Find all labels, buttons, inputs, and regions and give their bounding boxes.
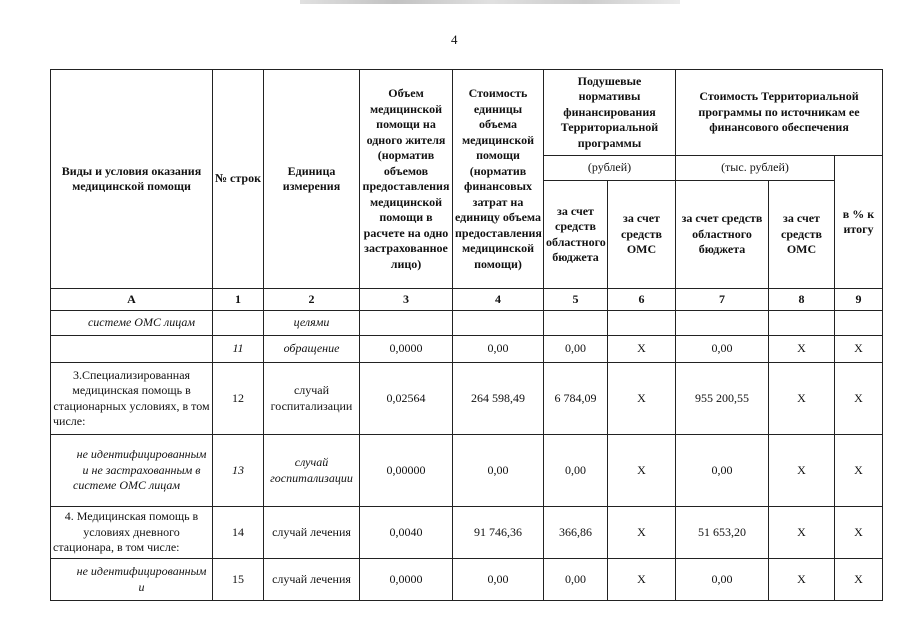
header-unit-rubles: (рублей): [544, 156, 676, 181]
table-row: [51, 311, 883, 336]
row-col9: [835, 311, 883, 336]
row-volume: [360, 311, 453, 336]
row-col8: Х: [769, 507, 835, 559]
row-col7: 51 653,20: [676, 507, 769, 559]
row-number: [213, 311, 264, 336]
row-col8: Х: [769, 435, 835, 507]
row-col6: Х: [608, 435, 676, 507]
row-col8: Х: [769, 336, 835, 363]
row-number: 14: [213, 507, 264, 559]
row-col7: [676, 311, 769, 336]
header-percent-total: в % к итогу: [835, 156, 883, 289]
page-number: 4: [451, 32, 458, 47]
row-col9: Х: [835, 435, 883, 507]
row-col8: Х: [769, 363, 835, 435]
row-unit: случай лечения: [264, 559, 360, 601]
row-col9: Х: [835, 559, 883, 601]
row-col6: [608, 311, 676, 336]
column-number: 5: [544, 289, 608, 311]
row-col7: 0,00: [676, 559, 769, 601]
row-name: 3.Специализированная медицинская помощь в стационарных условиях, в том числе:: [51, 363, 213, 435]
row-unit: случай госпитализации: [264, 435, 360, 507]
row-volume: 0,0000: [360, 559, 453, 601]
row-volume: 0,02564: [360, 363, 453, 435]
row-volume: 0,0040: [360, 507, 453, 559]
row-col6: Х: [608, 363, 676, 435]
row-unit: целями: [264, 311, 360, 336]
header-unit-cost: Стоимость единицы объема медицинской помощи (норматив финансовых затрат на единицу объема предоставления медицинской помощи): [453, 70, 544, 289]
row-volume: 0,0000: [360, 336, 453, 363]
row-col7: 955 200,55: [676, 363, 769, 435]
row-col5: 366,86: [544, 507, 608, 559]
column-numbering-row: [51, 289, 883, 311]
row-name: 4. Медицинская помощь в условиях дневного стационара, в том числе:: [51, 507, 213, 559]
row-unit: случай лечения: [264, 507, 360, 559]
header-kinds: Виды и условия оказания медицинской помощи: [51, 70, 213, 289]
row-col6: Х: [608, 559, 676, 601]
row-col9: Х: [835, 336, 883, 363]
row-unit: обращение: [264, 336, 360, 363]
row-col5: [544, 311, 608, 336]
row-name: [51, 336, 213, 363]
header-per-capita: Подушевые нормативы финансирования Территориальной программы: [544, 70, 676, 156]
table-row: [51, 363, 883, 435]
column-number: 7: [676, 289, 769, 311]
header-unit: Единица измерения: [264, 70, 360, 289]
header-program-cost: Стоимость Территориальной программы по источникам ее финансового обеспечения: [676, 70, 883, 156]
row-cost: 0,00: [453, 435, 544, 507]
column-number: 6: [608, 289, 676, 311]
row-cost: 91 746,36: [453, 507, 544, 559]
finance-table: [50, 69, 883, 601]
table-row: [51, 336, 883, 363]
column-number: 1: [213, 289, 264, 311]
row-number: 11: [213, 336, 264, 363]
row-number: 12: [213, 363, 264, 435]
table-row: [51, 435, 883, 507]
header-volume: Объем медицинской помощи на одного жителя (норматив объемов предоставления медицинской помощи в расчете на одно застрахованное лицо): [360, 70, 453, 289]
row-col5: 6 784,09: [544, 363, 608, 435]
row-col9: Х: [835, 507, 883, 559]
row-col7: 0,00: [676, 336, 769, 363]
row-col8: [769, 311, 835, 336]
header-regional-budget-5: за счет средств областного бюджета: [544, 181, 608, 289]
row-col5: 0,00: [544, 559, 608, 601]
table-row: [51, 559, 883, 601]
row-col7: 0,00: [676, 435, 769, 507]
row-col5: 0,00: [544, 435, 608, 507]
row-col6: Х: [608, 507, 676, 559]
row-cost: [453, 311, 544, 336]
row-col8: Х: [769, 559, 835, 601]
header-oms-6: за счет средств ОМС: [608, 181, 676, 289]
row-volume: 0,00000: [360, 435, 453, 507]
header-row-number: № строк: [213, 70, 264, 289]
column-number: 9: [835, 289, 883, 311]
row-col9: Х: [835, 363, 883, 435]
row-col6: Х: [608, 336, 676, 363]
row-number: 15: [213, 559, 264, 601]
column-number: А: [51, 289, 213, 311]
row-cost: 0,00: [453, 559, 544, 601]
column-number: 4: [453, 289, 544, 311]
header-regional-budget-7: за счет средств областного бюджета: [676, 181, 769, 289]
row-cost: 0,00: [453, 336, 544, 363]
scan-artifact: [300, 0, 680, 4]
header-unit-thousand-rubles: (тыс. рублей): [676, 156, 835, 181]
row-number: 13: [213, 435, 264, 507]
column-number: 2: [264, 289, 360, 311]
row-name: не идентифицированным и не застрахованным в системе ОМС лицам: [51, 435, 213, 507]
header-oms-8: за счет средств ОМС: [769, 181, 835, 289]
column-number: 8: [769, 289, 835, 311]
table-row: [51, 507, 883, 559]
row-unit: случай госпитализации: [264, 363, 360, 435]
row-name: не идентифицированным и: [51, 559, 213, 601]
column-number: 3: [360, 289, 453, 311]
row-cost: 264 598,49: [453, 363, 544, 435]
row-name: системе ОМС лицам: [51, 311, 213, 336]
row-col5: 0,00: [544, 336, 608, 363]
